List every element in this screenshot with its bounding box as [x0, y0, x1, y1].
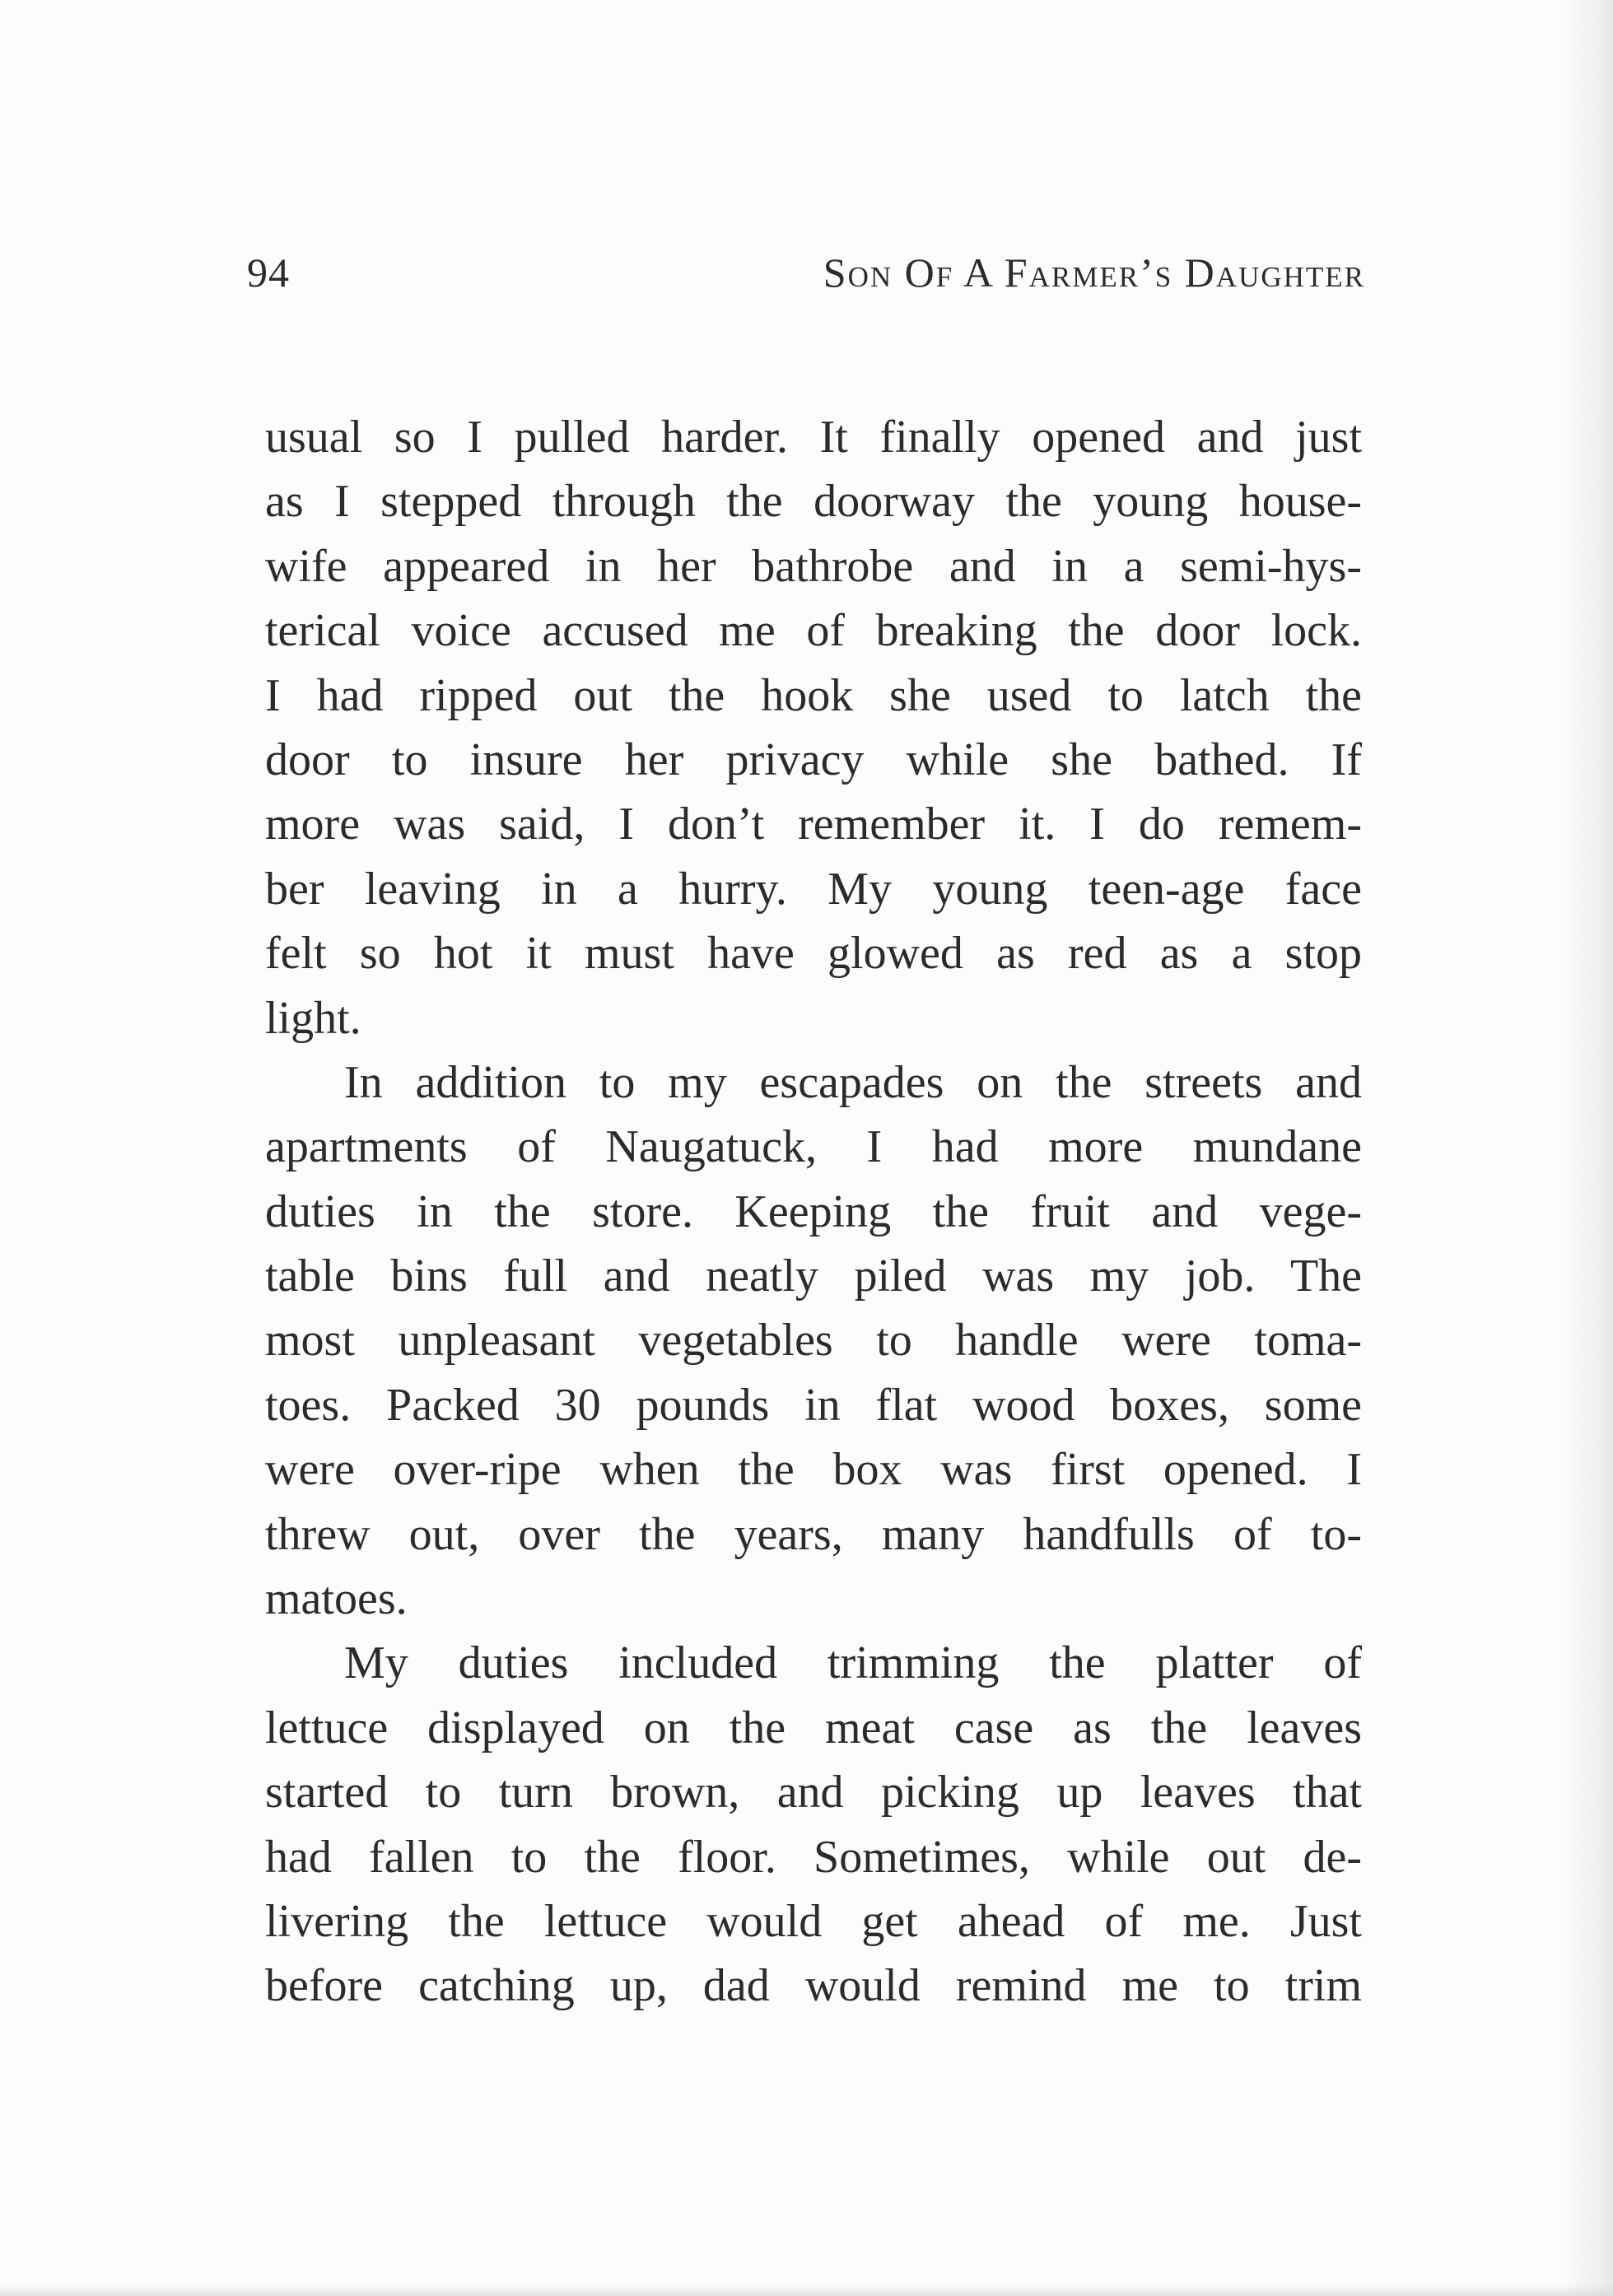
- text-line: door to insure her privacy while she bathed. If: [265, 734, 1362, 785]
- text-line: were over-ripe when the box was first opened. I: [265, 1444, 1362, 1496]
- paragraph-first-line: My duties included trimming the platter of: [344, 1637, 1362, 1689]
- text-line: toes. Packed 30 pounds in flat wood boxes, some: [265, 1379, 1362, 1431]
- text-line: I had ripped out the hook she used to latch the: [265, 669, 1362, 721]
- text-line: duties in the store. Keeping the fruit and vege-: [265, 1185, 1362, 1237]
- text-line: before catching up, dad would remind me to trim: [265, 1960, 1362, 2012]
- paragraph-first-line: In addition to my escapades on the streets and: [344, 1056, 1362, 1108]
- text-line: wife appeared in her bathrobe and in a semi-hys-: [265, 540, 1362, 592]
- text-line: more was said, I don’t remember it. I do remem-: [265, 799, 1362, 850]
- text-line: light.: [265, 992, 361, 1044]
- body-text: [265, 405, 1362, 2019]
- page-edge-shadow-right: [1564, 0, 1613, 2296]
- text-line: most unpleasant vegetables to handle were toma-: [265, 1315, 1362, 1367]
- text-line: as I stepped through the doorway the young house-: [265, 476, 1362, 528]
- text-line: livering the lettuce would get ahead of me. Just: [265, 1895, 1362, 1947]
- running-head: [247, 244, 1365, 301]
- text-line: apartments of Naugatuck, I had more mundane: [265, 1121, 1362, 1173]
- text-line: had fallen to the floor. Sometimes, while out de-: [265, 1831, 1362, 1883]
- text-line: usual so I pulled harder. It finally opened and just: [265, 412, 1362, 463]
- text-line: lettuce displayed on the meat case as the leaves: [265, 1702, 1362, 1753]
- page-number: 94: [247, 249, 290, 296]
- page-edge-shadow-bottom: [0, 2284, 1613, 2296]
- text-line: ber leaving in a hurry. My young teen-age face: [265, 863, 1362, 915]
- text-line: matoes.: [265, 1573, 408, 1625]
- book-title: Son Of A Farmer’s Daughter: [823, 249, 1365, 296]
- text-line: started to turn brown, and picking up leaves that: [265, 1767, 1362, 1819]
- text-line: terical voice accused me of breaking the door lock.: [265, 605, 1362, 657]
- text-line: felt so hot it must have glowed as red as a stop: [265, 928, 1362, 980]
- text-line: threw out, over the years, many handfulls of to-: [265, 1508, 1362, 1560]
- text-line: table bins full and neatly piled was my job. The: [265, 1250, 1362, 1302]
